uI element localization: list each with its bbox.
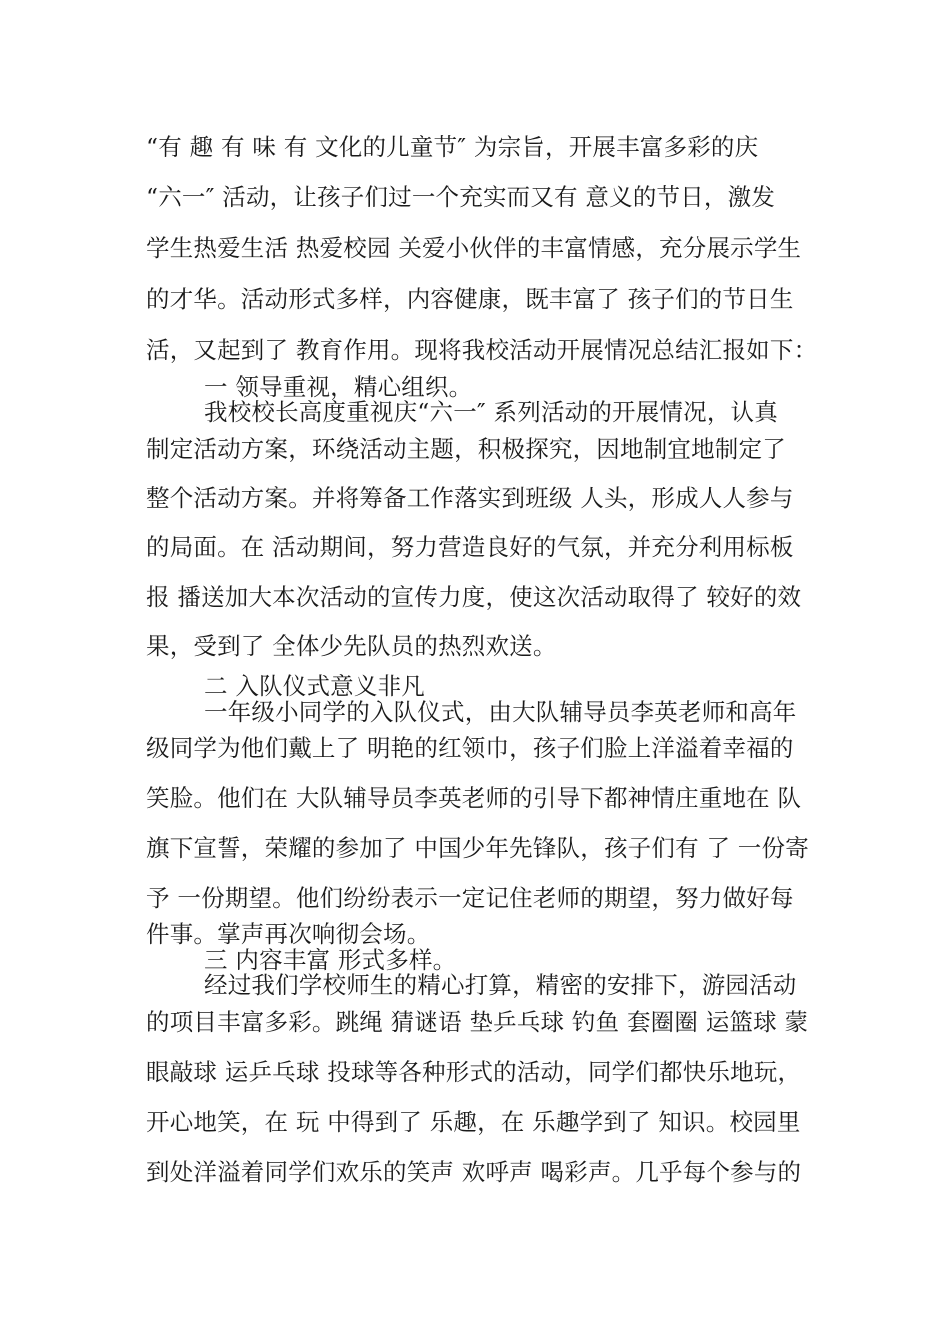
paragraph-line: 级同学为他们戴上了 明艳的红领巾，孩子们脸上洋溢着幸福的: [146, 734, 794, 762]
paragraph-line: 的局面。在 活动期间，努力营造良好的气氛，并充分利用标板: [146, 533, 794, 561]
paragraph-line: 笑脸。他们在 大队辅导员李英老师的引导下都神情庄重地在 队: [146, 784, 802, 812]
paragraph-line: “有 趣 有 味 有 文化的儿童节″ 为宗旨，开展丰富多彩的庆: [146, 133, 759, 161]
paragraph-line: 一年级小同学的入队仪式，由大队辅导员李英老师和高年: [204, 698, 797, 726]
paragraph-line: 旗下宣誓，荣耀的参加了 中国少年先锋队，孩子们有 了 一份寄: [146, 834, 809, 862]
paragraph-line: 眼敲球 运乒乓球 投球等各种形式的活动，同学们都快乐地玩，: [146, 1058, 802, 1086]
section-heading: 二 入队仪式意义非凡: [204, 672, 425, 700]
paragraph-line: 的项目丰富多彩。跳绳 猜谜语 垫乒乓球 钓鱼 套圈圈 运篮球 蒙: [146, 1008, 809, 1036]
section-heading: 一 领导重视，精心组织。: [204, 373, 473, 401]
paragraph-line: 的才华。活动形式多样，内容健康，既丰富了 孩子们的节日生: [146, 285, 794, 313]
paragraph-line: 学生热爱生活 热爱校园 关爱小伙伴的丰富情感，充分展示学生: [146, 234, 802, 262]
section-heading: 三 内容丰富 形式多样。: [204, 946, 457, 974]
paragraph-line: 件事。掌声再次响彻会场。: [146, 920, 431, 948]
paragraph-line: 果，受到了 全体少先队员的热烈欢送。: [146, 632, 557, 660]
paragraph-line: 予 一份期望。他们纷纷表示一定记住老师的期望，努力做好每: [146, 884, 794, 912]
paragraph-line: 经过我们学校师生的精心打算，精密的安排下，游园活动: [204, 971, 797, 999]
paragraph-line: “六一″ 活动，让孩子们过一个充实而又有 意义的节日，激发: [146, 183, 776, 211]
paragraph-line: 整个活动方案。并将筹备工作落实到班级 人头，形成人人参与: [146, 484, 794, 512]
paragraph-line: 报 播送加大本次活动的宣传力度，使这次活动取得了 较好的效: [146, 583, 802, 611]
paragraph-line: 制定活动方案，环绕活动主题，积极探究，因地制宜地制定了: [146, 435, 786, 463]
paragraph-line: 我校校长高度重视庆“六一″ 系列活动的开展情况，认真: [204, 398, 778, 426]
paragraph-line: 到处洋溢着同学们欢乐的笑声 欢呼声 喝彩声。几乎每个参与的: [146, 1158, 802, 1186]
paragraph-line: 活，又起到了 教育作用。现将我校活动开展情况总结汇报如下：: [146, 336, 818, 364]
paragraph-line: 开心地笑，在 玩 中得到了 乐趣，在 乐趣学到了 知识。校园里: [146, 1108, 801, 1136]
